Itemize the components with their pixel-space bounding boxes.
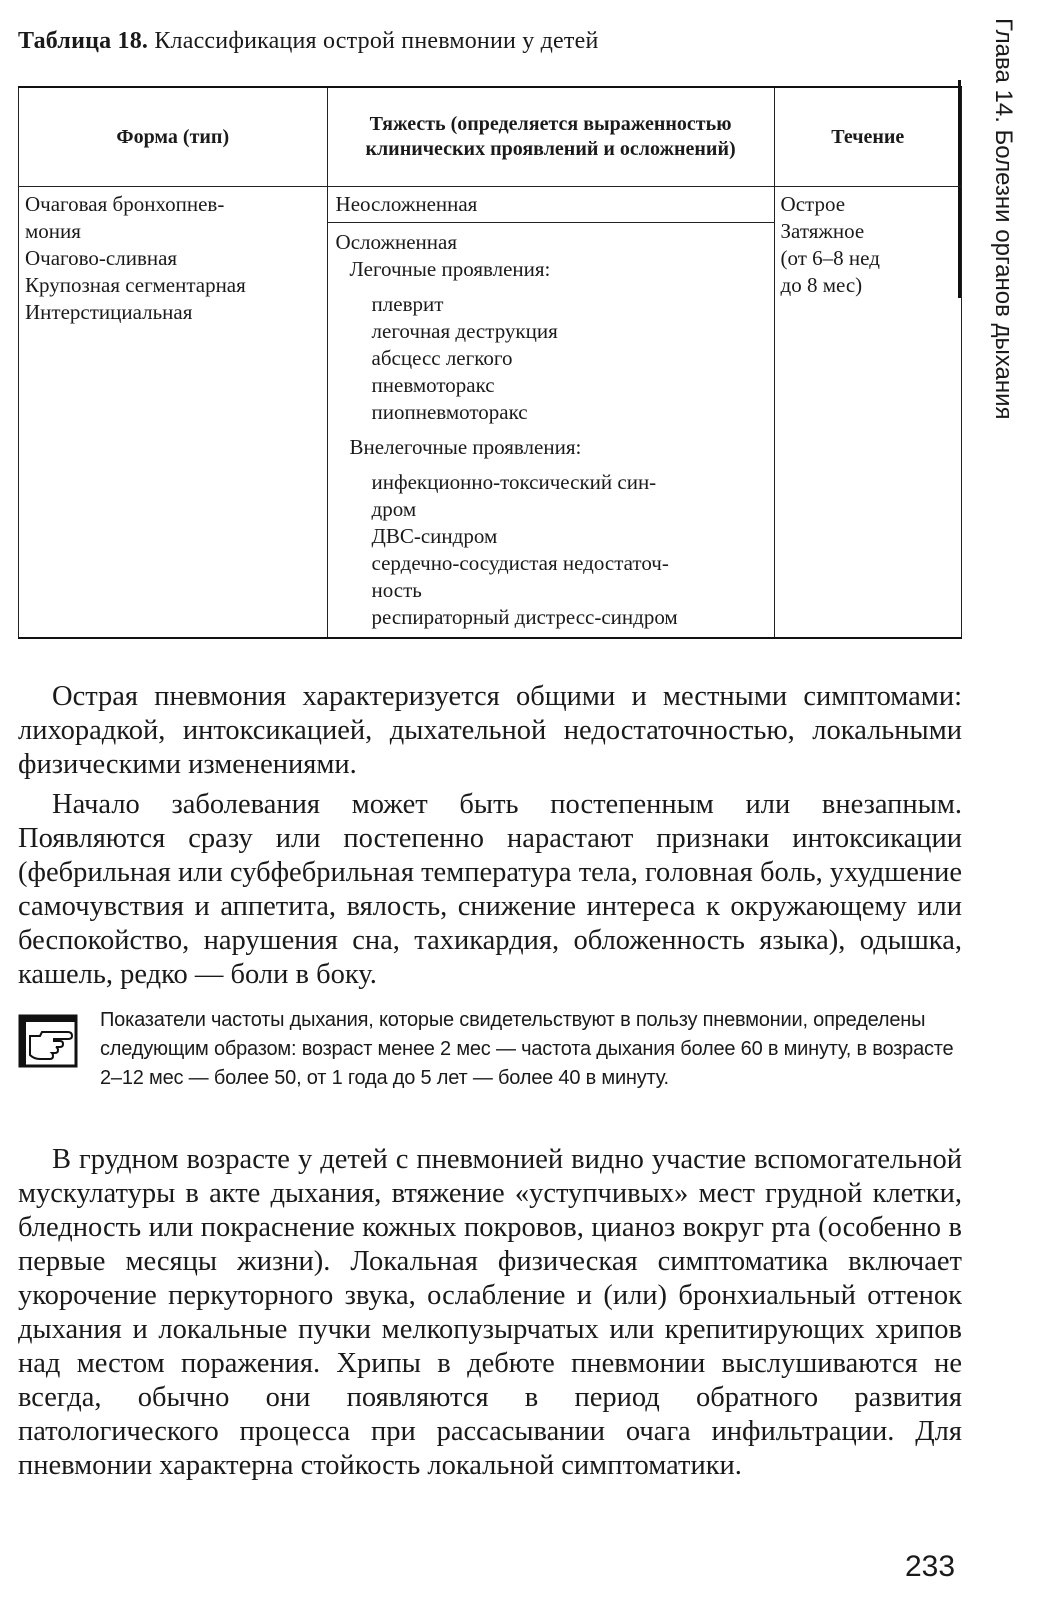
course-item: (от 6–8 нед: [780, 246, 880, 270]
chapter-sidebar: [975, 18, 1031, 538]
table-header-row: [19, 87, 962, 187]
pulmonary-label: Легочные проявления:: [349, 257, 551, 281]
paragraph: Острая пневмония характеризуется общими и местными симптомами: лихорадкой, интоксикацией, дыхательной недостаточностью, локальными физическими изменениями.: [18, 681, 962, 780]
pointing-hand-icon: [18, 1014, 80, 1070]
form-item: Очаговая бронхопнев-: [25, 192, 225, 216]
course-item: Острое: [780, 192, 846, 216]
pulmonary-item: абсцесс легкого: [371, 346, 513, 370]
extrapulmonary-item: дром: [371, 497, 417, 521]
table-caption: [18, 28, 958, 55]
course-item: Затяжное: [780, 219, 865, 243]
header-course: Течение: [774, 87, 961, 187]
pulmonary-item: пневмоторакс: [371, 373, 495, 397]
pulmonary-item: плеврит: [371, 292, 444, 316]
extrapulmonary-item: ДВС-синдром: [371, 524, 498, 548]
paragraph: Начало заболевания может быть постепенным или внезапным. Появляются сразу или постепенно нарастают признаки интоксикации (фебрильная или субфебрильная температура тела, головная боль, ухудшение самочувствия и аппетита, вялость, снижение интереса к окружающему или беспокойство, нарушения сна, тахикардия, обложенность языка), одышка, кашель, редко — боли в боку.: [18, 789, 962, 990]
course-item: до 8 мес): [780, 273, 863, 297]
note-text: Показатели частоты дыхания, которые свидетельствуют в пользу пневмонии, определены следующим образом: возраст менее 2 мес — частота дыхания более 60 в минуту, в возрасте 2–12 мес — более 50, от 1 года до 5 лет — более 40 в минуту.: [100, 1009, 954, 1089]
table-caption-text: Классификация острой пневмонии у детей: [148, 28, 599, 54]
form-item: мония: [25, 219, 81, 243]
form-item: Интерстициальная: [25, 300, 193, 324]
header-form: Форма (тип): [19, 87, 328, 187]
header-severity: Тяжесть (определяется выраженностью клинических проявлений и осложнений): [327, 87, 774, 187]
form-cell: [19, 187, 328, 639]
severity-uncomplicated: Неосложненная: [328, 187, 774, 223]
classification-table: [18, 86, 962, 639]
form-item: Очагово-сливная: [25, 246, 178, 270]
extrapulmonary-item: инфекционно-токсический син-: [371, 470, 657, 494]
extrapulmonary-item: ность: [371, 578, 422, 602]
extrapulmonary-item: сердечно-сосудистая недостаточ-: [371, 551, 669, 575]
form-item: Крупозная сегментарная: [25, 273, 246, 297]
severity-cell: [327, 187, 774, 639]
severity-complicated: Осложненная: [335, 230, 457, 254]
page-number: 233: [905, 1550, 956, 1583]
note-block: [18, 1006, 962, 1136]
extrapulmonary-label: Внелегочные проявления:: [349, 435, 582, 459]
severity-complicated-block: [328, 223, 774, 637]
pulmonary-item: пиопневмоторакс: [371, 400, 528, 424]
table-caption-label: Таблица 18.: [18, 28, 149, 54]
pulmonary-item: легочная деструкция: [371, 319, 558, 343]
body-section-1: [18, 680, 962, 998]
paragraph: В грудном возрасте у детей с пневмонией видно участие вспомогательной мускулатуры в акте дыхания, втяжение «уступчивых» мест грудной клетки, бледность или покраснение кожных покровов, цианоз вокруг рта (особенно в первые месяцы жизни). Локальная физическая симптоматика включает укорочение перкуторного звука, ослабление и (или) бронхиальный оттенок дыхания и локальные пучки мелкопузырчатых или крепитирующих хрипов над местом поражения. Хрипы в дебюте пневмонии выслушиваются не всегда, обычно они появляются в период обратного развития патологического процесса при рассасывании очага инфильтрации. Для пневмонии характерна стойкость локальной симптоматики.: [18, 1144, 962, 1481]
extrapulmonary-item: респираторный дистресс-синдром: [371, 605, 678, 629]
body-section-2: [18, 1143, 962, 1489]
course-cell: [774, 187, 961, 639]
chapter-title: Глава 14. Болезни органов дыхания: [990, 18, 1017, 420]
table-row: [19, 187, 962, 639]
